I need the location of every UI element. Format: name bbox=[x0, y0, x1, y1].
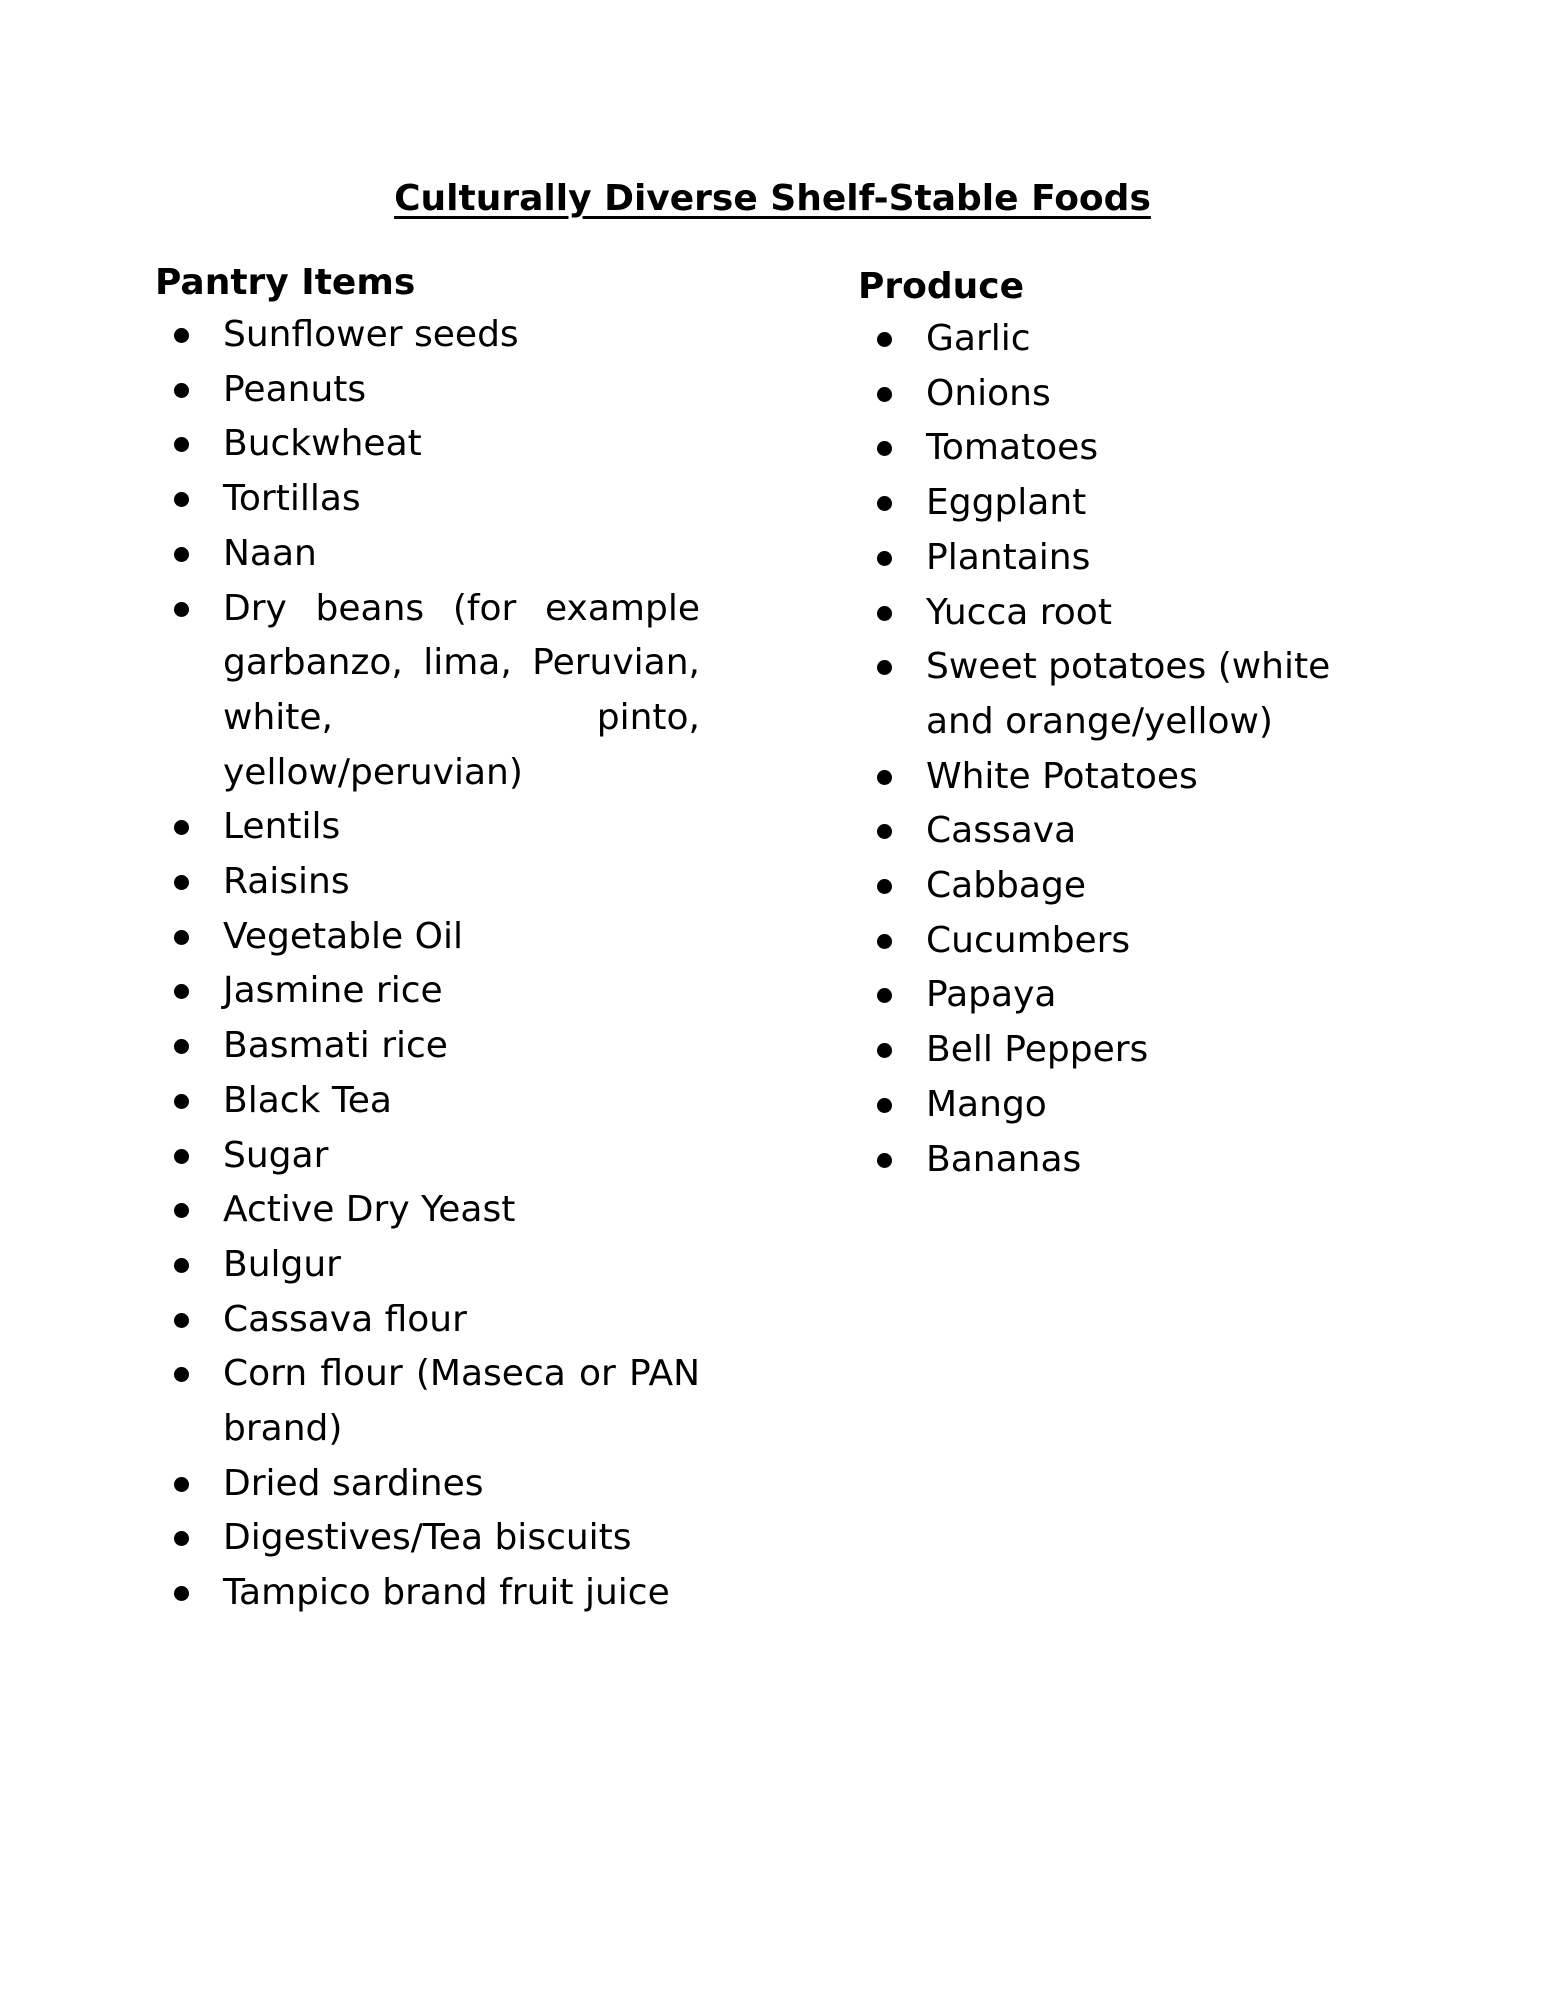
bullet-icon bbox=[877, 770, 892, 785]
list-item bbox=[155, 1293, 700, 1348]
list-item bbox=[858, 476, 1358, 531]
list-item bbox=[155, 1019, 700, 1074]
bullet-icon bbox=[174, 492, 189, 507]
list-item-text: Digestives/Tea biscuits bbox=[223, 1517, 632, 1559]
list-item-text: Cassava flour bbox=[223, 1298, 467, 1340]
bullet-icon bbox=[877, 1043, 892, 1058]
bullet-icon bbox=[877, 1098, 892, 1113]
list-item-text: Corn flour (Maseca or PAN brand) bbox=[223, 1353, 700, 1450]
list-item-text: Raisins bbox=[223, 861, 350, 903]
bullet-icon bbox=[877, 332, 892, 347]
list-item bbox=[858, 750, 1358, 805]
bullet-icon bbox=[877, 1153, 892, 1168]
list-item-text: Naan bbox=[223, 532, 317, 574]
list-item bbox=[155, 1074, 700, 1129]
list-item-text: Dry beans (for example garbanzo, lima, Peruvian, white, pinto, yellow/peruvian) bbox=[223, 587, 700, 793]
bullet-icon bbox=[174, 930, 189, 945]
list-item bbox=[155, 1566, 700, 1621]
list-item bbox=[155, 1511, 700, 1566]
list-item-text: Mango bbox=[926, 1083, 1047, 1125]
list-item bbox=[858, 586, 1358, 641]
list-item-text: Lentils bbox=[223, 806, 341, 848]
list-item bbox=[155, 582, 700, 801]
bullet-icon bbox=[174, 1094, 189, 1109]
bullet-icon bbox=[174, 1367, 189, 1382]
list-item-text: Onions bbox=[926, 372, 1051, 414]
bullet-icon bbox=[877, 496, 892, 511]
list-item-text: Bell Peppers bbox=[926, 1029, 1149, 1071]
list-item bbox=[858, 367, 1358, 422]
produce-column bbox=[858, 262, 1358, 1187]
list-item-text: Tomatoes bbox=[926, 427, 1099, 469]
list-item-text: Sweet potatoes (white and orange/yellow) bbox=[926, 646, 1331, 742]
list-item bbox=[155, 1457, 700, 1512]
produce-heading: Produce bbox=[858, 266, 1025, 307]
list-item bbox=[155, 855, 700, 910]
list-item bbox=[155, 1238, 700, 1293]
list-item bbox=[155, 363, 700, 418]
pantry-heading: Pantry Items bbox=[155, 262, 416, 303]
list-item-text: Eggplant bbox=[926, 482, 1087, 524]
list-item bbox=[858, 804, 1358, 859]
list-item-text: Bulgur bbox=[223, 1243, 341, 1285]
list-item-text: Yucca root bbox=[926, 591, 1112, 633]
bullet-icon bbox=[877, 660, 892, 675]
bullet-icon bbox=[174, 1039, 189, 1054]
list-item-text: White Potatoes bbox=[926, 755, 1198, 797]
list-item bbox=[155, 1129, 700, 1184]
list-item-text: Sugar bbox=[223, 1134, 329, 1176]
list-item bbox=[858, 968, 1358, 1023]
list-item bbox=[858, 640, 1358, 749]
bullet-icon bbox=[174, 383, 189, 398]
bullet-icon bbox=[174, 1149, 189, 1164]
list-item-text: Cassava bbox=[926, 810, 1077, 852]
list-item bbox=[858, 312, 1358, 367]
bullet-icon bbox=[174, 1258, 189, 1273]
document-title: Culturally Diverse Shelf-Stable Foods bbox=[394, 178, 1151, 220]
list-item-text: Cucumbers bbox=[926, 919, 1131, 961]
list-item bbox=[858, 914, 1358, 969]
list-item-text: Black Tea bbox=[223, 1079, 392, 1121]
bullet-icon bbox=[877, 934, 892, 949]
list-item-text: Active Dry Yeast bbox=[223, 1189, 516, 1231]
bullet-icon bbox=[174, 547, 189, 562]
bullet-icon bbox=[174, 984, 189, 999]
list-item bbox=[858, 421, 1358, 476]
bullet-icon bbox=[174, 1203, 189, 1218]
bullet-icon bbox=[174, 437, 189, 452]
list-item-text: Basmati rice bbox=[223, 1025, 448, 1067]
list-item bbox=[155, 910, 700, 965]
bullet-icon bbox=[174, 1531, 189, 1546]
list-item bbox=[155, 527, 700, 582]
pantry-column bbox=[155, 258, 700, 1621]
bullet-icon bbox=[877, 824, 892, 839]
list-item-text: Tampico brand fruit juice bbox=[223, 1572, 670, 1614]
bullet-icon bbox=[174, 328, 189, 343]
bullet-icon bbox=[174, 602, 189, 617]
list-item bbox=[858, 859, 1358, 914]
bullet-icon bbox=[877, 988, 892, 1003]
list-item-text: Bananas bbox=[926, 1138, 1082, 1180]
bullet-icon bbox=[877, 441, 892, 456]
list-item-text: Dried sardines bbox=[223, 1462, 484, 1504]
list-item bbox=[858, 1133, 1358, 1188]
list-item-text: Tortillas bbox=[223, 478, 361, 520]
list-item bbox=[858, 1023, 1358, 1078]
list-item bbox=[155, 417, 700, 472]
list-item-text: Peanuts bbox=[223, 368, 367, 410]
bullet-icon bbox=[174, 1477, 189, 1492]
list-item bbox=[155, 308, 700, 363]
list-item bbox=[858, 1078, 1358, 1133]
list-item-text: Plantains bbox=[926, 536, 1091, 578]
list-item-text: Jasmine rice bbox=[223, 970, 443, 1012]
list-item bbox=[155, 472, 700, 527]
pantry-list bbox=[155, 308, 700, 1621]
bullet-icon bbox=[174, 820, 189, 835]
bullet-icon bbox=[877, 879, 892, 894]
list-item bbox=[155, 964, 700, 1019]
list-item bbox=[155, 1347, 700, 1456]
list-item-text: Sunflower seeds bbox=[223, 314, 519, 355]
bullet-icon bbox=[877, 606, 892, 621]
bullet-icon bbox=[877, 551, 892, 566]
list-item bbox=[155, 1183, 700, 1238]
produce-list bbox=[858, 312, 1358, 1187]
list-item-text: Vegetable Oil bbox=[223, 915, 463, 957]
list-item-text: Garlic bbox=[926, 318, 1031, 359]
list-item bbox=[858, 531, 1358, 586]
bullet-icon bbox=[174, 1586, 189, 1601]
bullet-icon bbox=[174, 1313, 189, 1328]
list-item bbox=[155, 800, 700, 855]
bullet-icon bbox=[174, 875, 189, 890]
list-item-text: Buckwheat bbox=[223, 423, 422, 465]
list-item-text: Cabbage bbox=[926, 865, 1086, 907]
list-item-text: Papaya bbox=[926, 974, 1057, 1016]
bullet-icon bbox=[877, 387, 892, 402]
